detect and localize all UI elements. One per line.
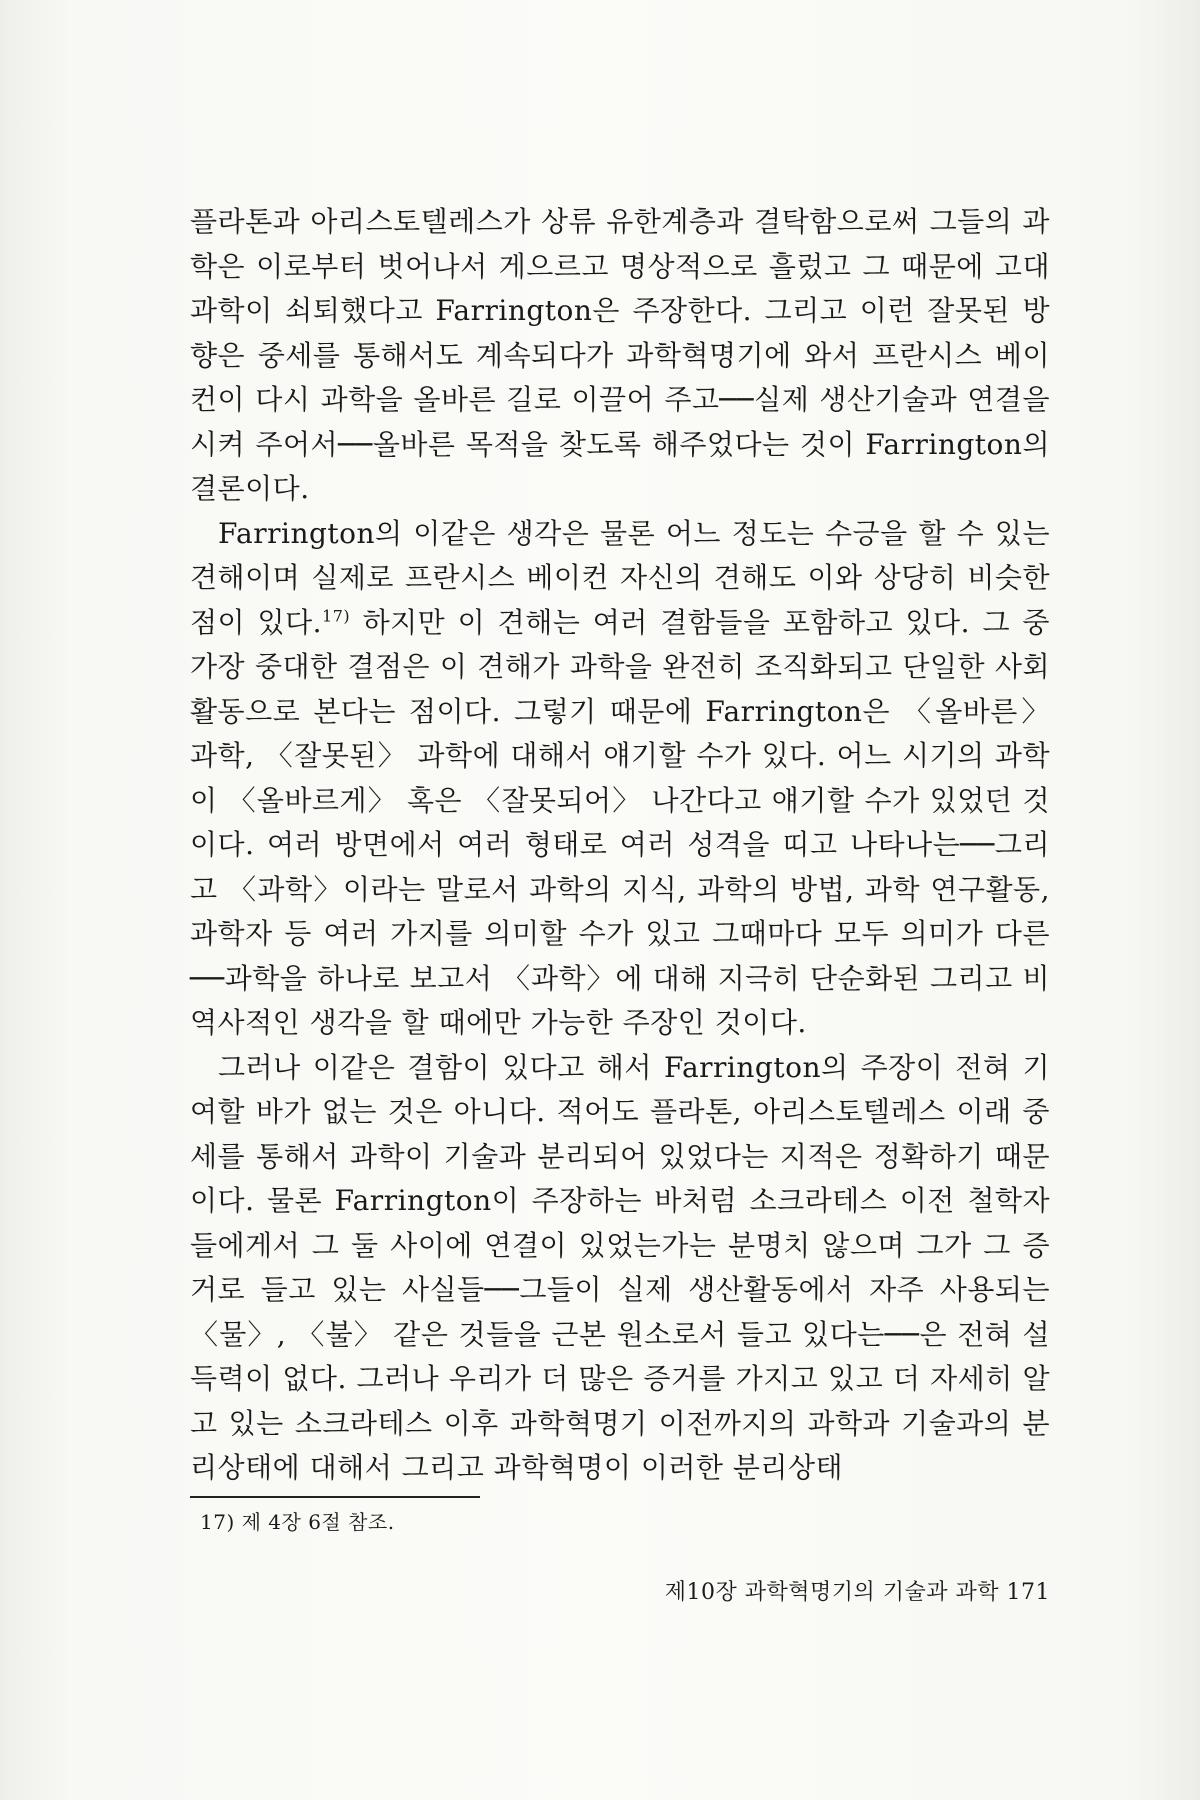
running-footer: 제10장 과학혁명기의 기술과 과학 171 xyxy=(664,1580,1050,1605)
body-text xyxy=(190,200,1050,1491)
paragraph-2 xyxy=(190,512,1050,1046)
paragraph-3: 그러나 이같은 결함이 있다고 해서 Farrington의 주장이 전혀 기여할 바가 없는 것은 아니다. 적어도 플라톤, 아리스토텔레스 이래 중세를 통해서 과학이 기술과 분리되어 있었다는 지적은 정확하기 때문이다. 물론 Farrington이 주장하는 바처럼 소크라테스 이전 철학자들에게서 그 둘 사이에 연결이 있었는가는 분명치 않으며 그가 그 증거로 들고 있는 사실들──그들이 실제 생산활동에서 자주 사용되는 〈물〉, 〈불〉 같은 것들을 근본 원소로서 들고 있다는──은 전혀 설득력이 없다. 그러나 우리가 더 많은 증거를 가지고 있고 더 자세히 알고 있는 소크라테스 이후 과학혁명기 이전까지의 과학과 기술과의 분리상태에 대해서 그리고 과학혁명이 이러한 분리상태 xyxy=(190,1050,1050,1484)
footnote-reference: 17) xyxy=(322,606,351,626)
footnote: 17) 제 4장 6절 참조. xyxy=(200,1510,395,1534)
paragraph-2-text: Farrington의 이같은 생각은 물론 어느 정도는 수긍을 할 수 있는 견해이며 실제로 프란시스 베이컨 자신의 견해도 이와 상당히 비슷한 점이 있다. xyxy=(190,516,1050,639)
paragraph-1: 플라톤과 아리스토텔레스가 상류 유한계층과 결탁함으로써 그들의 과학은 이로부터 벗어나서 게으르고 명상적으로 흘렀고 그 때문에 고대과학이 쇠퇴했다고 Farrington은 주장한다. 그리고 이런 잘못된 방향은 중세를 통해서도 계속되다가 과학혁명기에 와서 프란시스 베이컨이 다시 과학을 올바른 길로 이끌어 주고──실제 생산기술과 연결을 시켜 주어서──올바른 목적을 찾도록 해주었다는 것이 Farrington의 결론이다. xyxy=(190,205,1050,505)
footnote-divider xyxy=(190,1496,480,1498)
paragraph-2-continued: 하지만 이 견해는 여러 결함들을 포함하고 있다. 그 중 가장 중대한 결점은 이 견해가 과학을 완전히 조직화되고 단일한 사회활동으로 본다는 점이다. 그렇기 때문에 Farrington은 〈올바른〉 과학, 〈잘못된〉 과학에 대해서 얘기할 수가 있다. 어느 시기의 과학이 〈올바르게〉 혹은 〈잘못되어〉 나간다고 얘기할 수가 있었던 것이다. 여러 방면에서 여러 형태로 여러 성격을 띠고 나타나는──그리고 〈과학〉이라는 말로서 과학의 지식, 과학의 방법, 과학 연구활동, 과학자 등 여러 가지를 의미할 수가 있고 그때마다 모두 의미가 다른──과학을 하나로 보고서 〈과학〉에 대해 지극히 단순화된 그리고 비역사적인 생각을 할 때에만 가능한 주장인 것이다. xyxy=(190,605,1050,1039)
